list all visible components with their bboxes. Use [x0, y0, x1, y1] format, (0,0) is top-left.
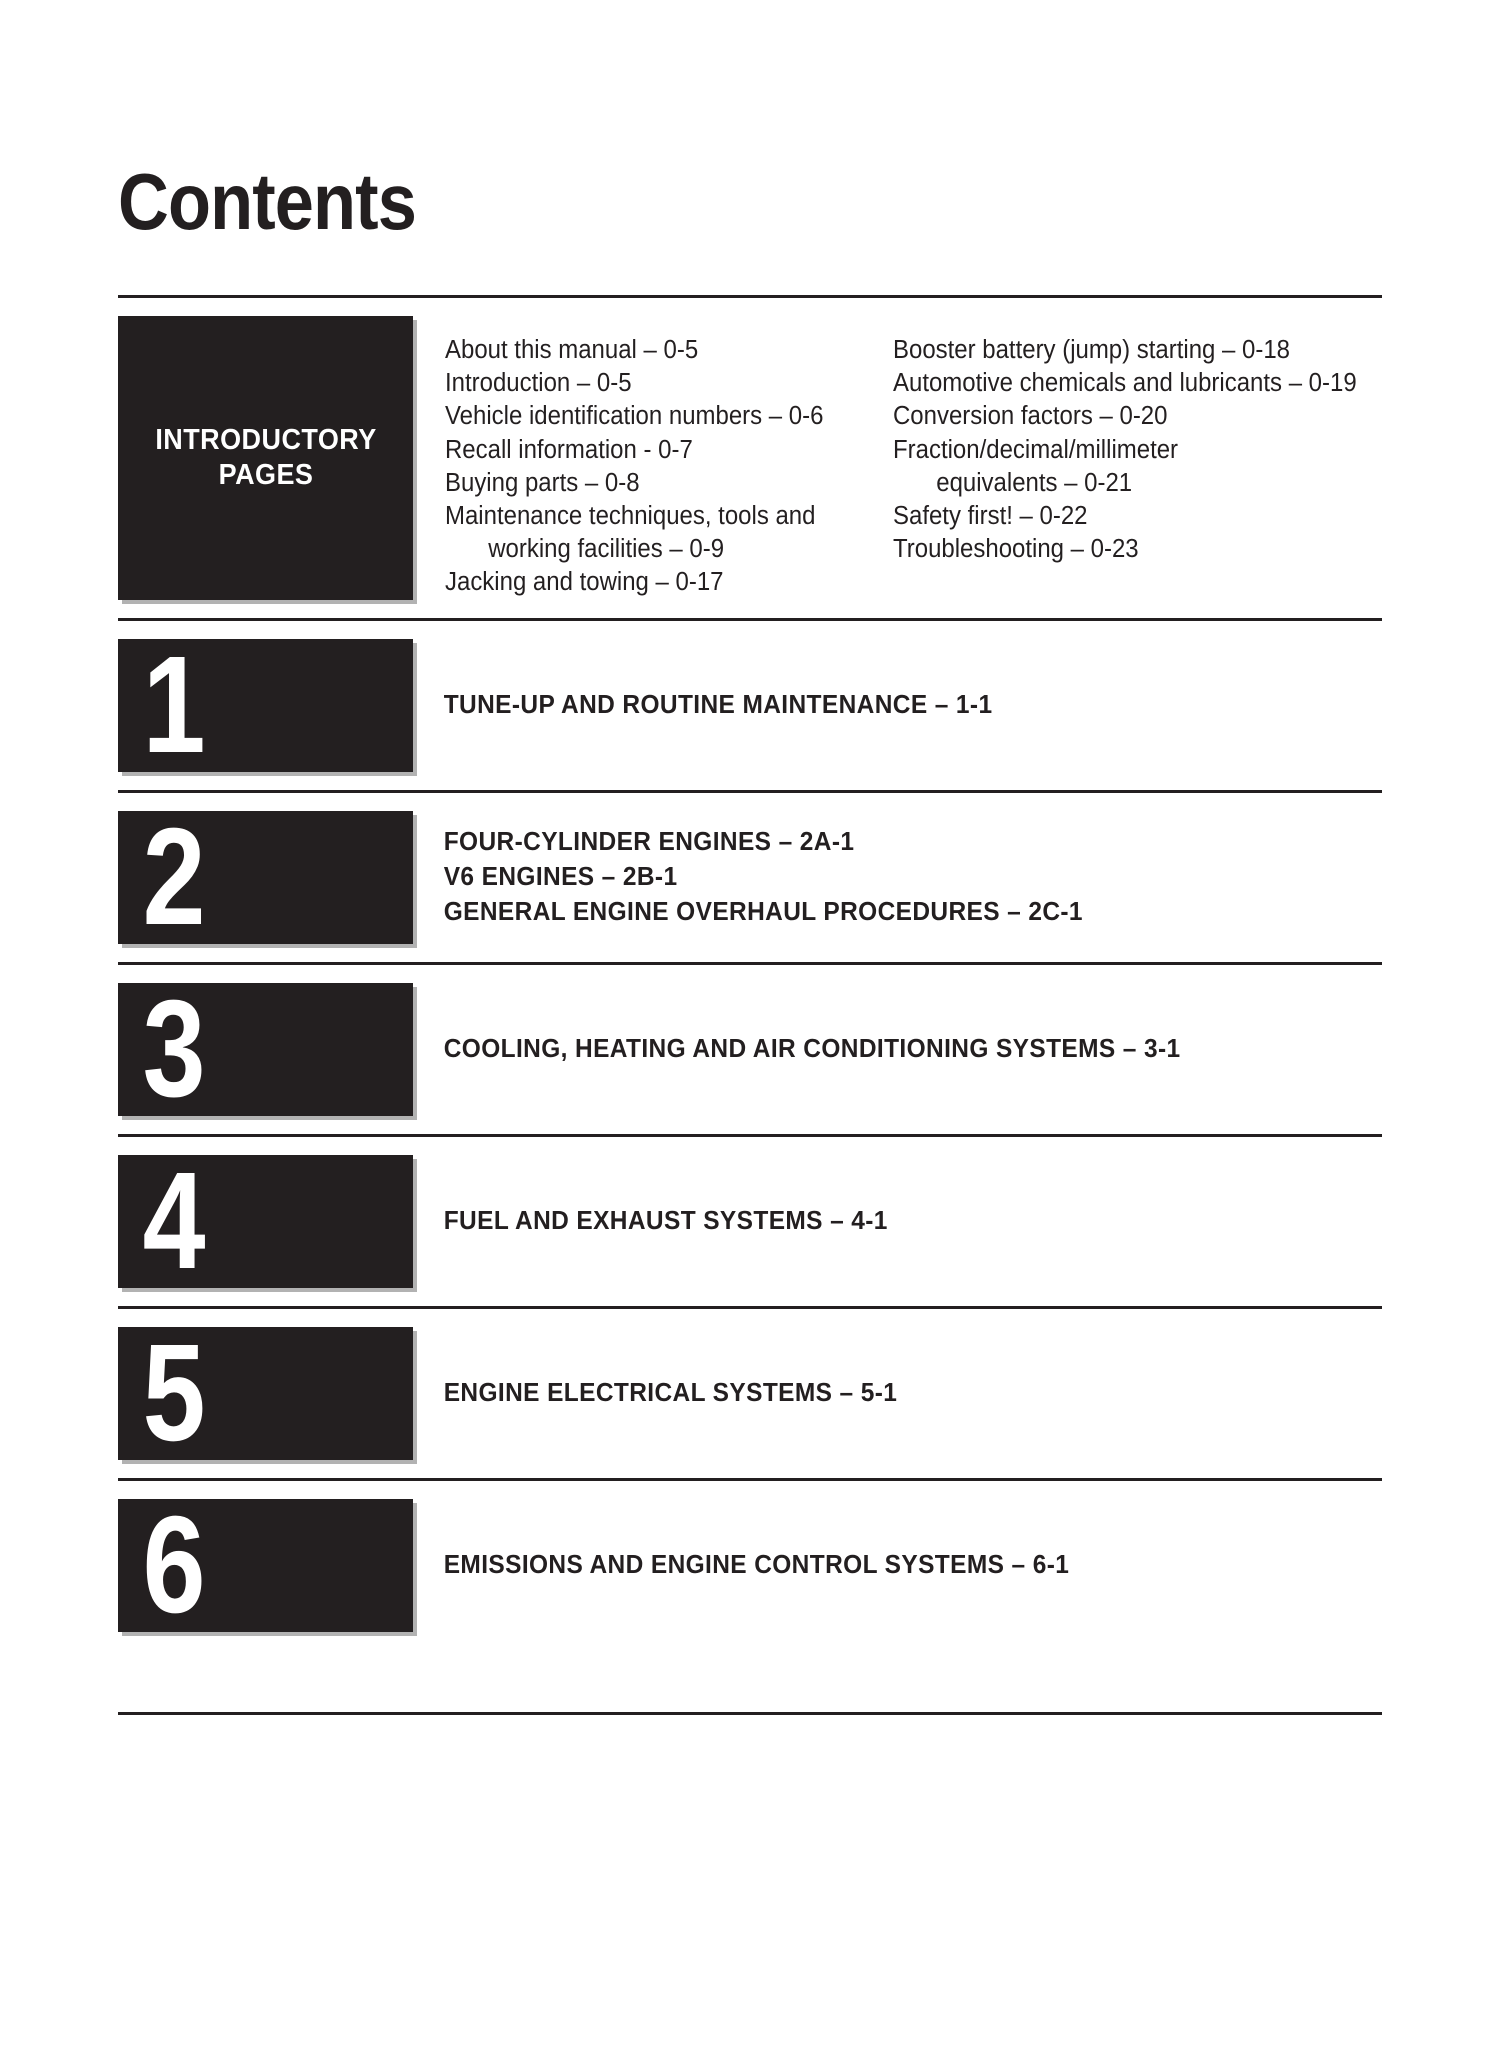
chapter-6-number-block[interactable] — [118, 1488, 413, 1643]
introductory-pages-label — [155, 423, 376, 494]
introductory-pages-label-line1: INTRODUCTORY — [154, 423, 377, 456]
chapter-title[interactable]: EMISSIONS AND ENGINE CONTROL SYSTEMS – 6-1 — [443, 1551, 1070, 1580]
section-chapter-6[interactable] — [118, 1481, 1382, 1650]
chapter-6-block-wrapper — [118, 1481, 413, 1650]
toc-entry[interactable] — [893, 334, 1357, 367]
toc-entry-text: Conversion factors – 0-20 — [893, 402, 1168, 431]
toc-entry-text: Vehicle identification numbers – 0-6 — [445, 402, 824, 431]
toc-entry-text: Safety first! – 0-22 — [893, 501, 1088, 530]
section-introductory-pages[interactable] — [118, 298, 1382, 618]
chapter-2-number-block[interactable] — [118, 800, 413, 955]
toc-entry-text: Jacking and towing – 0-17 — [445, 568, 724, 597]
section-chapter-1[interactable] — [118, 621, 1382, 790]
toc-entry[interactable] — [893, 400, 1357, 433]
chapter-number: 2 — [142, 800, 204, 955]
chapter-5-titles — [413, 1376, 1343, 1411]
chapter-number: 6 — [142, 1488, 204, 1643]
toc-entry-text: Maintenance techniques, tools and — [445, 501, 816, 530]
chapter-title[interactable]: FUEL AND EXHAUST SYSTEMS – 4-1 — [443, 1207, 888, 1236]
section-chapter-2[interactable] — [118, 793, 1382, 962]
chapter-4-titles — [413, 1204, 1343, 1239]
introductory-pages-entries — [413, 298, 1386, 599]
chapter-3-block-wrapper — [118, 965, 413, 1134]
chapter-5-block-wrapper — [118, 1309, 413, 1478]
toc-column-left — [445, 334, 866, 599]
chapter-4-number-block[interactable] — [118, 1144, 413, 1299]
toc-entry[interactable] — [445, 467, 866, 500]
toc-entry[interactable] — [893, 434, 1357, 500]
chapter-title[interactable]: GENERAL ENGINE OVERHAUL PROCEDURES – 2C-1 — [443, 898, 1083, 927]
chapter-title[interactable]: ENGINE ELECTRICAL SYSTEMS – 5-1 — [443, 1379, 898, 1408]
toc-entry-text: Troubleshooting – 0-23 — [893, 535, 1139, 564]
toc-entry-text: Automotive chemicals and lubricants – 0-19 — [893, 369, 1357, 398]
toc-entry[interactable] — [893, 533, 1357, 566]
introductory-pages-block[interactable] — [118, 316, 413, 600]
divider-bottom — [118, 1712, 1382, 1715]
toc-entry-continuation: equivalents – 0-21 — [936, 468, 1133, 497]
toc-column-right — [893, 334, 1357, 599]
chapter-4-block-wrapper — [118, 1137, 413, 1306]
toc-entry-text: Introduction – 0-5 — [445, 369, 632, 398]
toc-entry[interactable] — [445, 334, 866, 367]
chapter-title[interactable]: COOLING, HEATING AND AIR CONDITIONING SYSTEMS – 3-1 — [443, 1035, 1181, 1064]
chapter-3-number-block[interactable] — [118, 972, 413, 1127]
chapter-1-block-wrapper — [118, 621, 413, 790]
chapter-6-titles — [413, 1548, 1343, 1583]
toc-entry[interactable] — [893, 500, 1357, 533]
chapter-number: 4 — [142, 1144, 204, 1299]
intro-block-wrapper — [118, 298, 413, 618]
section-chapter-3[interactable] — [118, 965, 1382, 1134]
section-chapter-5[interactable] — [118, 1309, 1382, 1478]
contents-page — [0, 54, 1500, 2046]
chapter-5-number-block[interactable] — [118, 1316, 413, 1471]
chapter-title[interactable]: FOUR-CYLINDER ENGINES – 2A-1 — [443, 827, 855, 856]
toc-entry[interactable] — [445, 367, 866, 400]
toc-entry-text: Buying parts – 0-8 — [445, 468, 640, 497]
chapter-number: 1 — [142, 628, 204, 783]
toc-entry-text: About this manual – 0-5 — [445, 336, 699, 365]
chapter-title[interactable]: V6 ENGINES – 2B-1 — [443, 863, 678, 892]
chapter-1-number-block[interactable] — [118, 628, 413, 783]
chapter-3-titles — [413, 1032, 1343, 1067]
introductory-pages-label-line2: PAGES — [218, 459, 313, 492]
toc-entry[interactable] — [893, 367, 1357, 400]
toc-entry[interactable] — [445, 434, 866, 467]
chapter-2-titles — [413, 825, 1343, 931]
page-title: Contents — [118, 156, 417, 246]
toc-entry[interactable] — [445, 566, 866, 599]
chapter-number: 3 — [142, 972, 204, 1127]
chapter-title[interactable]: TUNE-UP AND ROUTINE MAINTENANCE – 1-1 — [443, 691, 993, 720]
chapter-1-titles — [413, 688, 1343, 723]
chapter-number: 5 — [142, 1316, 204, 1471]
toc-entry[interactable] — [445, 400, 866, 433]
section-chapter-4[interactable] — [118, 1137, 1382, 1306]
toc-entry-text: Fraction/decimal/millimeter — [893, 435, 1179, 464]
toc-entry-text: Booster battery (jump) starting – 0-18 — [893, 336, 1291, 365]
toc-entry-continuation: working facilities – 0-9 — [488, 535, 725, 564]
toc-entry[interactable] — [445, 500, 866, 566]
toc-entry-text: Recall information - 0-7 — [445, 435, 693, 464]
chapter-2-block-wrapper — [118, 793, 413, 962]
